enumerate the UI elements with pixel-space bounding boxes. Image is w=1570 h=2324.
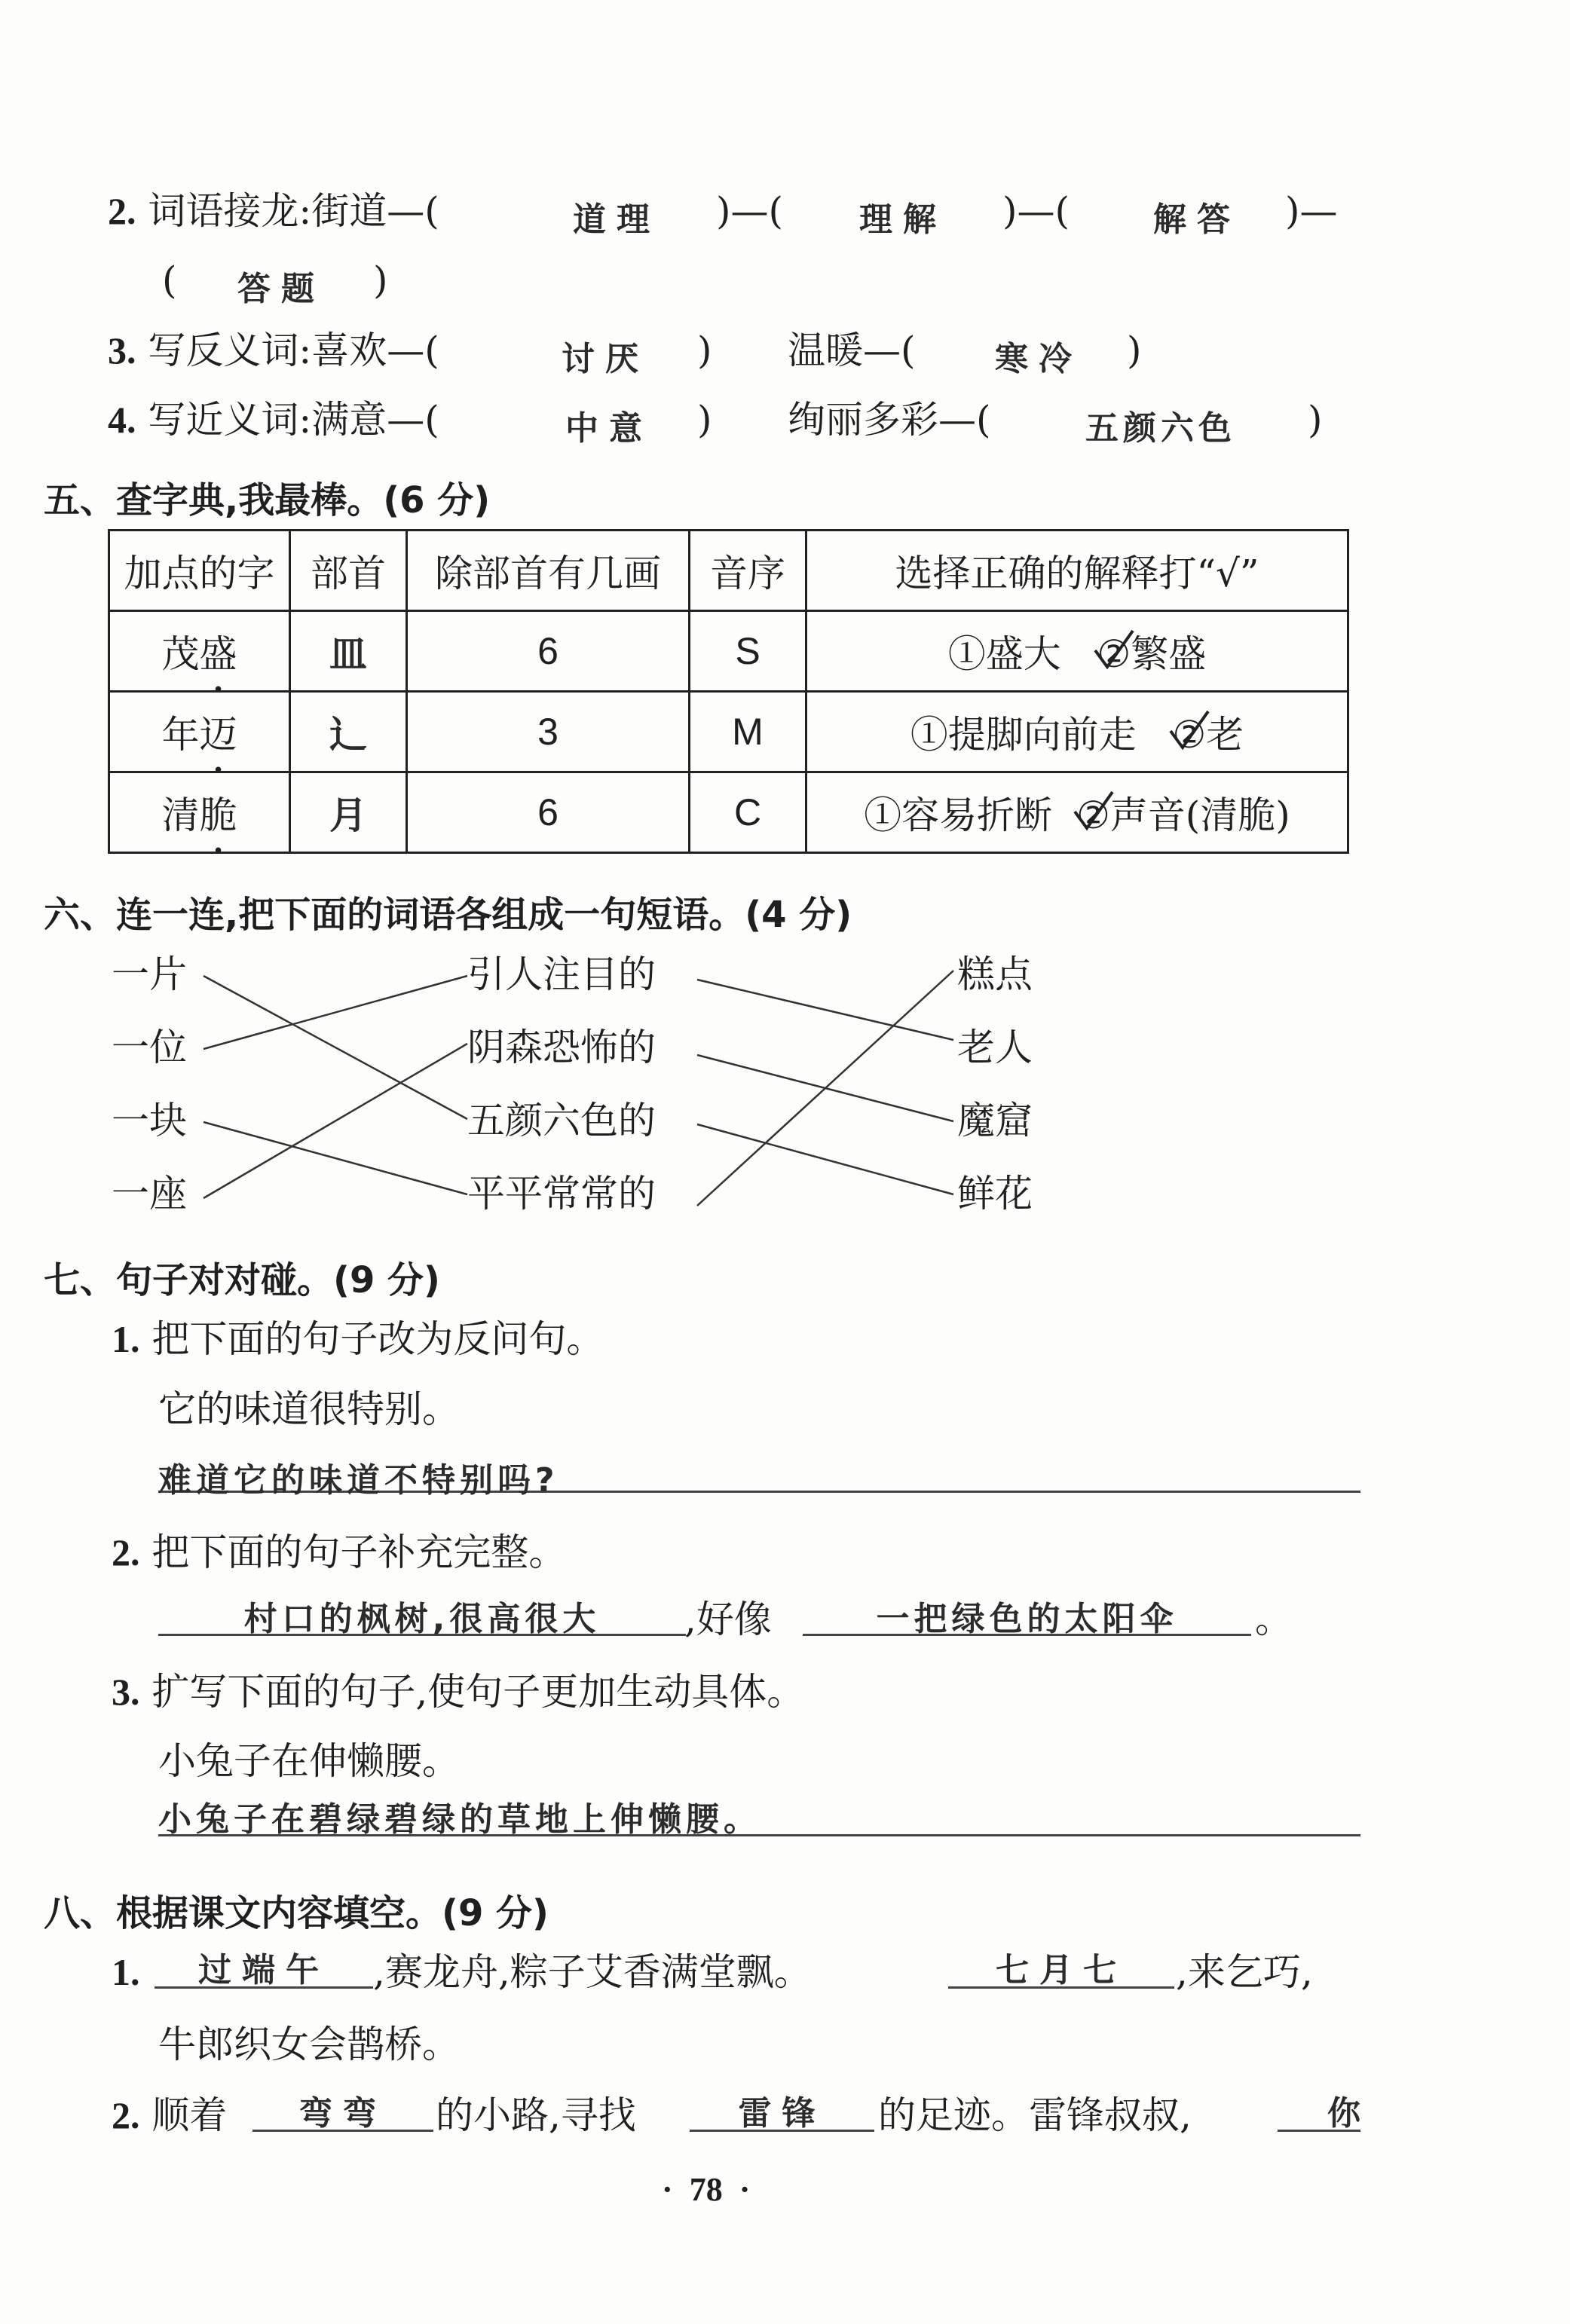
- q4-2-end: )—: [1285, 189, 1338, 233]
- q8-2-middle: 的小路,寻找: [436, 2093, 636, 2137]
- q7-2-answer-2: 一把绿色的太阳伞: [876, 1600, 1178, 1638]
- left-word: 一片: [112, 953, 187, 996]
- q4-4-close-2: ): [1308, 398, 1323, 442]
- radical-cell: 皿: [290, 611, 407, 692]
- left-word: 一位: [112, 1026, 187, 1069]
- q8-1-blank-2: [948, 1943, 1174, 1989]
- q7-2-prompt: 把下面的句子补充完整。: [151, 1530, 567, 1574]
- section-6-title: 六、连一连,把下面的词语各组成一句短语。(4 分): [44, 894, 852, 936]
- option-1: ①提脚向前走: [910, 713, 1137, 757]
- q4-3-number: 3.: [108, 329, 136, 372]
- right-word: 糕点: [957, 953, 1033, 996]
- q4-3-answer-2: 寒冷: [995, 340, 1082, 378]
- q8-2-answer-1: 弯弯: [299, 2094, 387, 2133]
- strokes-cell: 6: [407, 611, 690, 692]
- match-line: [204, 976, 467, 1049]
- letter-cell: C: [690, 772, 806, 853]
- q7-3-row: [112, 1670, 805, 1714]
- q8-2-blank-3: [1278, 2086, 1360, 2132]
- word-char: 清: [161, 794, 200, 837]
- option-2-text: 繁盛: [1131, 632, 1207, 676]
- header-cell: 除部首有几画: [407, 531, 690, 611]
- word-char: 年: [161, 713, 200, 757]
- match-line: [697, 971, 953, 1206]
- q7-1-row: [112, 1317, 604, 1361]
- q7-3-given: 小兔子在伸懒腰。: [158, 1739, 460, 1783]
- q8-2-answer-2: 雷锋: [738, 2094, 826, 2133]
- section-5-title: 五、查字典,我最棒。(6 分): [44, 479, 491, 521]
- q7-2-blank-2: [803, 1592, 1251, 1636]
- letter-cell: S: [690, 611, 806, 692]
- q8-1-middle: ,赛龙舟,粽子艾香满堂飘。: [373, 1950, 812, 1994]
- q8-2-middle-2: 的足迹。雷锋叔叔,: [878, 2093, 1192, 2137]
- q4-4-number: 4.: [108, 399, 136, 441]
- q7-2-answer-1: 村口的枫树,很高很大: [243, 1600, 601, 1638]
- right-word: 鲜花: [957, 1172, 1033, 1216]
- q7-3-number: 3.: [112, 1671, 140, 1713]
- q4-4-label-2: 绚丽多彩—(: [788, 398, 991, 442]
- q8-1-blank-1: [155, 1943, 373, 1989]
- page-number: · 78 ·: [662, 2171, 751, 2208]
- q7-1-number: 1.: [112, 1318, 140, 1360]
- q7-1-answer: 难道它的味道不特别吗?: [158, 1461, 559, 1500]
- q7-2-number: 2.: [112, 1531, 140, 1573]
- option-2-number: ②: [1076, 794, 1110, 837]
- match-line: [204, 976, 467, 1119]
- word-char: 茂: [161, 632, 200, 676]
- q7-2-row: [112, 1530, 567, 1574]
- q7-1-given: 它的味道很特别。: [158, 1387, 460, 1431]
- q8-1-answer-2: 七月七: [996, 1951, 1127, 1989]
- middle-word: 阴森恐怖的: [467, 1026, 656, 1069]
- q7-3-prompt: 扩写下面的句子,使句子更加生动具体。: [151, 1670, 805, 1714]
- match-line: [697, 1124, 953, 1194]
- middle-word: 五颜六色的: [467, 1099, 656, 1142]
- q4-2-sep-2: )—(: [1002, 189, 1070, 233]
- option-2-text: 老: [1206, 713, 1244, 757]
- header-cell: 音序: [690, 531, 806, 611]
- q8-1-answer-1: 过端午: [198, 1951, 329, 1989]
- q8-2-blank-1: [252, 2086, 433, 2132]
- header-cell: 部首: [290, 531, 407, 611]
- q4-2-number: 2.: [108, 190, 136, 232]
- radical-cell: 月: [290, 772, 407, 853]
- header-cell: 加点的字: [109, 531, 290, 611]
- match-line: [204, 1122, 467, 1194]
- q4-2-close-2: ): [373, 258, 388, 302]
- option-2-number: ②: [1097, 632, 1131, 676]
- q7-1-prompt: 把下面的句子改为反问句。: [151, 1317, 604, 1361]
- middle-word: 引人注目的: [467, 953, 656, 996]
- match-line: [697, 980, 953, 1040]
- right-word: 老人: [957, 1026, 1033, 1069]
- q8-1-line-2: 牛郎织女会鹊桥。: [158, 2023, 460, 2066]
- strokes-cell: 3: [407, 692, 690, 772]
- q4-2-answer-3: 解答: [1153, 200, 1241, 239]
- q4-2-answer-1: 道理: [573, 200, 660, 239]
- section-7-title: 七、句子对对碰。(9 分): [44, 1259, 440, 1301]
- q4-2-open-2: (: [162, 258, 177, 302]
- q4-3-close-2: ): [1127, 329, 1142, 372]
- q8-1-number: 1.: [112, 1951, 140, 1993]
- q7-1-answer-line: [158, 1453, 1360, 1500]
- middle-word: 平平常常的: [467, 1172, 656, 1216]
- q4-4-answer-2: 五颜六色: [1085, 409, 1236, 448]
- option-2-text: 声音(清脆): [1109, 794, 1290, 837]
- q8-2-number: 2.: [112, 2094, 140, 2136]
- radical-cell: 辶: [290, 692, 407, 772]
- dotted-char: 盛: [199, 632, 237, 676]
- section-8-title: 八、根据课文内容填空。(9 分): [44, 1892, 549, 1934]
- match-line: [204, 1044, 467, 1198]
- q8-2-blank-2: [690, 2086, 874, 2132]
- q8-2-answer-3: 你: [1327, 2094, 1360, 2133]
- q4-2-answer-4: 答题: [237, 270, 325, 308]
- q4-3-answer-1: 讨厌: [562, 340, 649, 378]
- q4-4-label: 写近义词:满意—(: [148, 398, 439, 442]
- q7-2-middle: ,好像: [684, 1598, 772, 1641]
- dotted-char: 脆: [199, 794, 237, 837]
- left-word: 一块: [112, 1099, 187, 1142]
- q8-1-end: ,来乞巧,: [1176, 1950, 1313, 1994]
- strokes-cell: 6: [407, 772, 690, 853]
- q4-4-answer-1: 中意: [565, 409, 653, 448]
- option-1: ①容易折断: [864, 794, 1053, 837]
- left-word: 一座: [112, 1172, 187, 1216]
- right-word: 魔窟: [957, 1099, 1033, 1142]
- dotted-char: 迈: [199, 713, 237, 757]
- q4-2-sep-1: )—(: [716, 189, 784, 233]
- letter-cell: M: [690, 692, 806, 772]
- q4-2-label: 词语接龙:街道—(: [148, 189, 439, 233]
- option-1: ①盛大: [947, 632, 1061, 676]
- page-number-value: 78: [689, 2171, 723, 2208]
- option-2-number: ②: [1172, 713, 1207, 757]
- q7-2-end: 。: [1255, 1598, 1293, 1641]
- q4-3-label: 写反义词:喜欢—(: [148, 329, 439, 372]
- q4-3-label-2: 温暖—(: [788, 329, 916, 372]
- header-cell: 选择正确的解释打“√”: [806, 531, 1348, 611]
- q8-2-start: [112, 2093, 228, 2137]
- q4-2-answer-2: 理解: [859, 200, 947, 239]
- q7-3-answer: 小兔子在碧绿碧绿的草地上伸懒腰。: [158, 1800, 761, 1839]
- q7-2-blank-1: [158, 1592, 686, 1636]
- q7-3-answer-line: [158, 1792, 1360, 1839]
- q4-4-close-1: ): [697, 398, 712, 442]
- q8-2-pre: 顺着: [151, 2093, 228, 2137]
- q4-3-close-1: ): [697, 329, 712, 372]
